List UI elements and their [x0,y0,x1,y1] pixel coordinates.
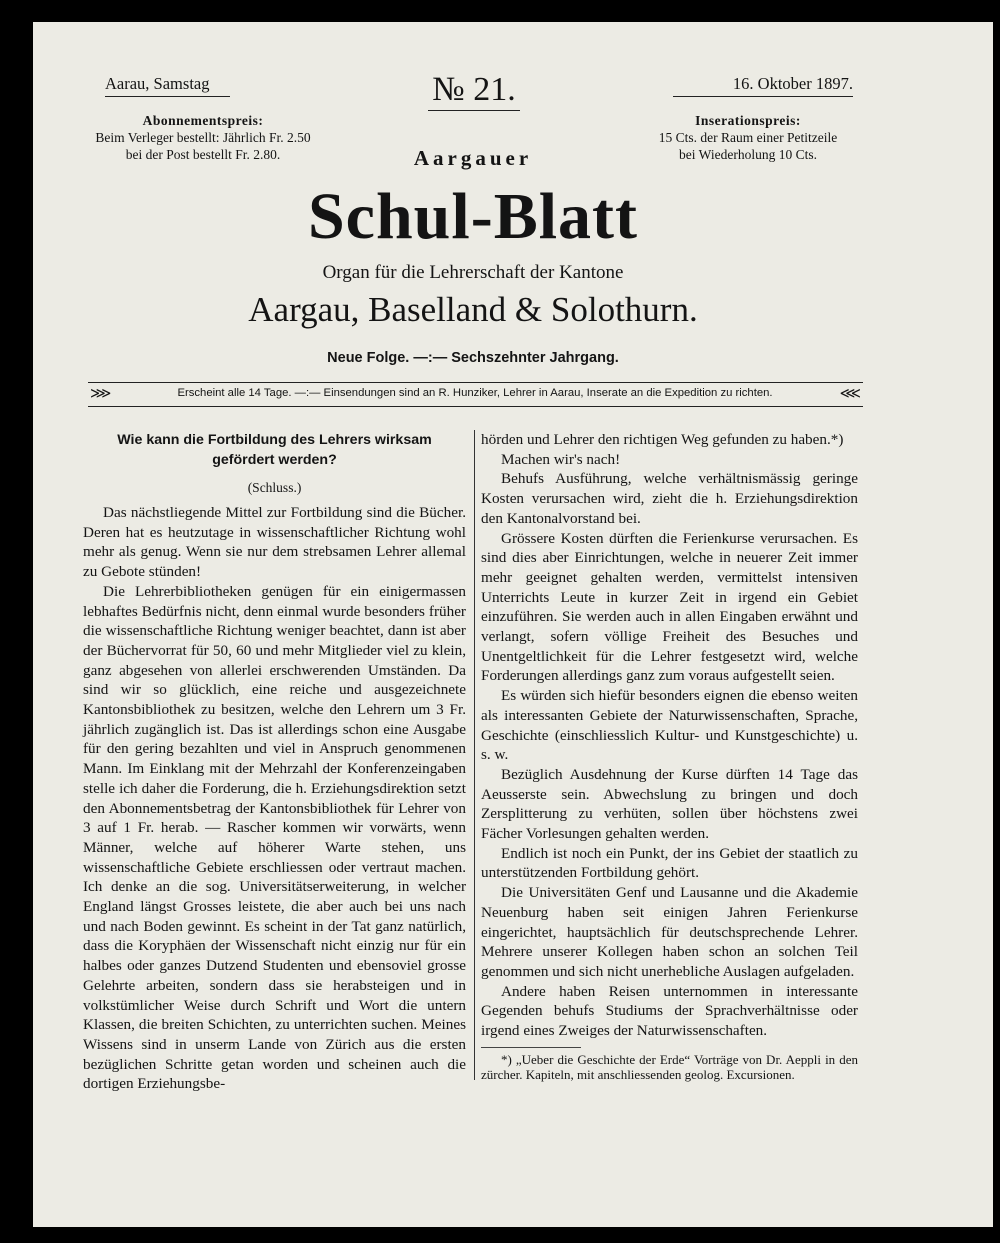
right-paragraph-7: Endlich ist noch ein Punkt, der ins Gebiet der staatlich zu unterstützenden Fortbildung gehört. [481,844,858,882]
masthead-subtitle: Organ für die Lehrerschaft der Kantone [322,262,624,283]
masthead-cantons: Aargau, Baselland & Solothurn. [248,290,698,329]
place-date: Aarau, Samstag [105,74,230,97]
insertion-title: Inserationspreis: [695,113,801,128]
article-subtitle: (Schluss.) [247,480,302,495]
footnote: *) „Ueber die Geschichte der Erde“ Vorträge von Dr. Aeppli in den zürcher. Kapiteln, mit anschliessenden geolog. Excursionen. [481,1051,858,1083]
subscription-box [83,112,323,163]
article-title-line-1: Wie kann die Fortbildung des Lehrers wirksam [117,432,432,448]
right-paragraph-6: Bezüglich Ausdehnung der Kurse dürften 14 Tage das Aeusserste sein. Abwechslung zu bringen und doch Zersplitterung zu verhüten, sollen über höchstens zwei Fächer Vorlesungen gehalten werden. [481,765,858,843]
right-paragraph-1: hörden und Lehrer den richtigen Weg gefunden zu haben.*) [481,431,844,448]
right-paragraph-5: Es würden sich hiefür besonders eignen die ebenso weiten als interessanten Gebiete der Naturwissenschaften, Sprache, Geschichte (einschliesslich Kultur- und Kunstgeschichte) u. s. w. [481,687,858,764]
newspaper-page [33,22,993,1227]
right-column [481,430,858,1083]
article-title-line-2: gefördert werden? [212,452,337,468]
subscription-line-2: bei der Post bestellt Fr. 2.80. [125,147,281,162]
issue-number: № 21. [428,72,520,111]
insertion-line-1: 15 Cts. der Raum einer Petitzeile [658,130,838,145]
subscription-title: Abonnementspreis: [142,113,264,128]
masthead-series: Neue Folge. —:— Sechszehnter Jahrgang. [327,350,619,366]
arrow-right-icon: ⋙ [90,386,112,402]
insertion-line-2: bei Wiederholung 10 Cts. [679,147,817,162]
subscription-line-1: Beim Verleger bestellt: Jährlich Fr. 2.50 [95,130,311,145]
column-divider [474,430,475,1080]
left-paragraph-2: Die Lehrerbibliotheken genügen für ein einigermassen lebhaftes Bedürfnis nicht, denn einmal wurde besonders früher die wissenschaftliche Richtung weniger beachtet, dann ist aber der Büchervorrat für 50, 60 und mehr Mitglieder viel zu klein, ganz abgesehen von allerlei erschwerenden Umständen. Da sind wir so glücklich, eine reiche und ausgezeichnete Kantonsbibliothek zu besitzen, welche den Lehrern um 3 Fr. jährlich zugänglich ist. Das ist allerdings schon eine Ausgabe für den gering bezahlten und viel in Anspruch genommenen Mann. Im Einklang mit der Mehrzahl der Konferenzeingaben stelle ich daher die Forderung, die h. Erziehungsdirektion setzt den Abonnementsbetrag der Kantonsbibliothek für Lehrer von 3 auf 1 Fr. herab. — Rascher kommen wir vorwärts, wenn Männer, welche auf höherer Warte stehen, uns wissenschaftliche Gebiete erschliessen oder vertraut machen. Ich denke an die sog. Universitätserweiterung, in welcher England längst Grosses leistete, die aber auch bei uns nach und nach Boden gewinnt. Es scheint in der Tat ganz natürlich, dass die Koryphäen der Wissenschaft nicht einzig nur für ein halbes oder ganzes Dutzend Studenten und ebensoviel grosse Gelehrte arbeiten, sondern dass sie herabsteigen und in volkstümlicher Weise durch Schrift und Wort die untern Klassen, die breiten Schichten, zu unterrichten suchen. Meines Wissens sind in unserm Lande von Zürich aus die ersten bezüglichen Schritte getan worden und scheinen auch die dortigen Erziehungsbe- [83,582,466,1093]
right-paragraph-3: Behufs Ausführung, welche verhältnismässig geringe Kosten verursachen wird, zieht die h. Erziehungsdirektion den Kantonalvorstand bei. [481,470,858,527]
masthead-kicker: Aargauer [413,146,533,170]
arrow-left-icon: ⋘ [839,386,861,402]
insertion-box [623,112,873,163]
left-column [83,430,466,1094]
masthead-title: Schul-Blatt [307,180,639,253]
issue-date: 16. Oktober 1897. [673,74,853,97]
right-paragraph-8: Die Universitäten Genf und Lausanne und die Akademie Neuenburg haben seit einigen Jahren Ferienkurse eingerichtet, hauptsächlich für deutschsprechende Lehrer. Mehrere unserer Kollegen haben schon an solchen Teil genommen und sich nicht unerhebliche Auslagen aufgeladen. [481,884,858,980]
info-bar-text: Erscheint alle 14 Tage. —:— Einsendungen sind an R. Hunziker, Lehrer in Aarau, Inserate an die Expedition zu richten. [177,387,773,399]
right-paragraph-2: Machen wir's nach! [501,450,621,468]
left-paragraph-1: Das nächstliegende Mittel zur Fortbildung sind die Bücher. Deren hat es heutzutage in wissenschaftlicher Richtung wohl mehr als genug. Wenn sie nur dem strebsamen Lehrer allemal zu Gebote stünden! [83,504,466,581]
info-bar [88,382,863,407]
right-paragraph-4: Grössere Kosten dürften die Ferienkurse verursachen. Es sind dies aber Einrichtungen, welche in neuerer Zeit immer mehr geeignet gehalten werden, vermittelst intensiven Unterrichts Leute in kurzer Zeit in irgend ein Gebiet einzuführen. Sie werden auch in allen Eingaben erwähnt und verlangt, sofern völlige Freiheit des Besuches und Unentgeltlichkeit für die Lehrer festgesetzt wird, welche Forderungen allerdings ganz zum voraus aufgestellt seien. [481,529,858,685]
right-paragraph-9: Andere haben Reisen unternommen in interessante Gegenden behufs Studiums der Sprachverhältnisse oder irgend eines Zweiges der Naturwissenschaften. [481,982,858,1040]
footnote-rule [481,1047,581,1048]
